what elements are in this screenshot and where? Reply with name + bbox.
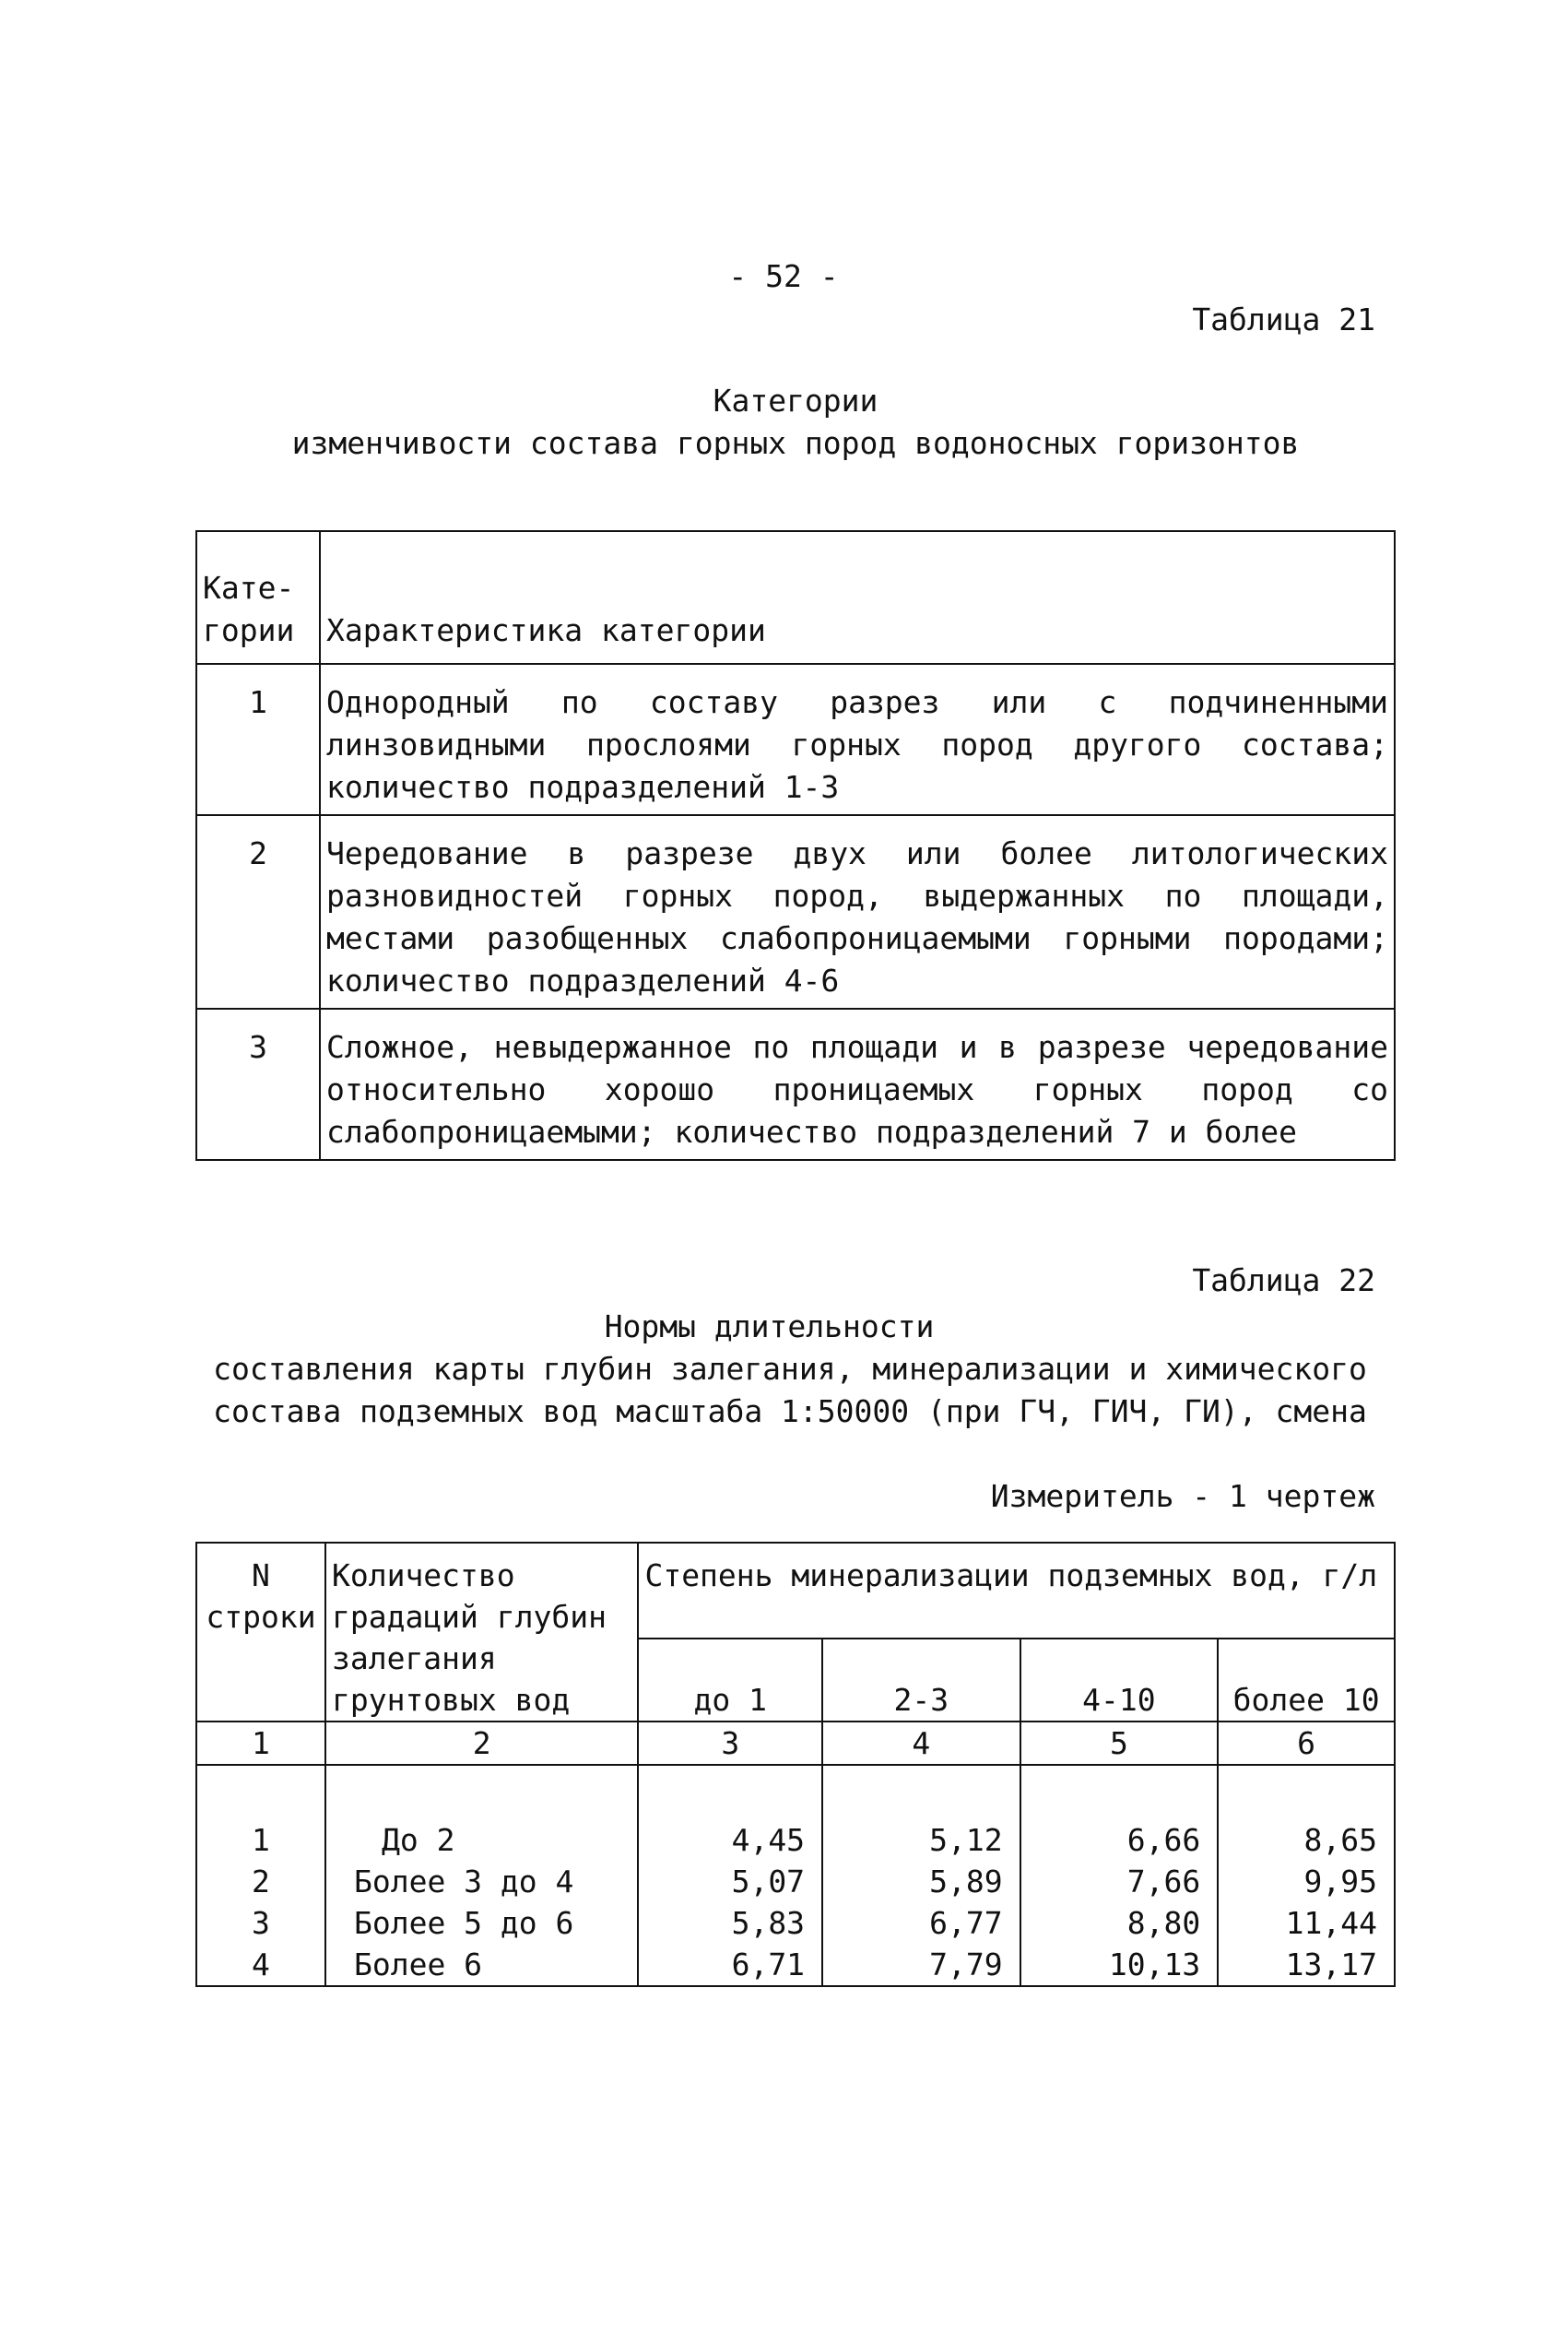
page-number: - 52 - [728,258,839,294]
table22-column-number: 2 [325,1722,638,1765]
table22-cell-value: 13,17 [1218,1944,1395,1986]
table-row [196,1861,1395,1902]
table22-column-number: 5 [1020,1722,1219,1765]
table22-header-qty: Количество градаций глубин залегания грунтовых вод [325,1543,638,1722]
table22-cell-value: 5,89 [822,1861,1020,1902]
table22-title-line2: составления карты глубин залегания, минерализации и химического [213,1351,1367,1387]
table21-cell-category: 1 [196,664,320,815]
table21-header-row [196,531,1395,664]
table21-title-line1: Категории [713,383,878,419]
table22-cell-qty: Более 6 [325,1944,638,1986]
table21-header-description: Характеристика категории [320,531,1395,664]
table22-header-degree: Степень минерализации подземных вод, г/л [638,1543,1395,1639]
table22-cell-value: 5,12 [822,1819,1020,1861]
table21-header-category [196,531,320,664]
table21-label: Таблица 21 [1192,302,1375,337]
table22-subheader: 4-10 [1020,1639,1219,1722]
table22-cell-qty: До 2 [325,1819,638,1861]
table21-title-line2: изменчивости состава горных пород водоносных горизонтов [291,425,1300,461]
table-row [196,1819,1395,1861]
table22-cell-value: 8,80 [1020,1902,1219,1944]
table-row [196,815,1395,1009]
table21-cell-category: 2 [196,815,320,1009]
table-row [196,1944,1395,1986]
table22-column-number: 3 [638,1722,822,1765]
table22-label: Таблица 22 [1192,1262,1375,1298]
table22-title-line3: состава подземных вод масштаба 1:50000 (при ГЧ, ГИЧ, ГИ), смена [213,1393,1367,1429]
table22-cell-value: 4,45 [638,1819,822,1861]
table22-cell-value: 11,44 [1218,1902,1395,1944]
table22-column-number: 4 [822,1722,1020,1765]
table22-cell-n: 3 [196,1902,325,1944]
table21-cell-description: Однородный по составу разрез или с подчиненными линзовидными прослоями горных пород другого состава; количество подразделений 1-3 [320,664,1395,815]
table22-cell-n: 4 [196,1944,325,1986]
table22-title-line1: Нормы длительности [604,1308,935,1344]
table22-cell-value: 10,13 [1020,1944,1219,1986]
table22-cell-value: 6,77 [822,1902,1020,1944]
table21-cell-description: Чередование в разрезе двух или более литологических разновидностей горных пород, выдержанных по площади, местами разобщенных слабопроницаемыми горными породами; количество подразделений 4-6 [320,815,1395,1009]
table22-column-numbers-row [196,1722,1395,1765]
table22-cell-qty: Более 3 до 4 [325,1861,638,1902]
table21-cell-category: 3 [196,1009,320,1160]
table-row [196,1902,1395,1944]
table22-subheader: 2-3 [822,1639,1020,1722]
table22-cell-n: 2 [196,1861,325,1902]
table22-column-number: 1 [196,1722,325,1765]
table-row [196,664,1395,815]
table22-unit: Измеритель - 1 чертеж [990,1478,1375,1514]
table22-cell-value: 7,79 [822,1944,1020,1986]
table22-column-number: 6 [1218,1722,1395,1765]
table21-header-category-line1: Кате- [203,570,295,606]
table22-header-n: N строки [196,1543,325,1722]
table21-cell-description: Сложное, невыдержанное по площади и в разрезе чередование относительно хорошо проницаемых горных пород со слабопроницаемыми; количество подразделений 7 и более [320,1009,1395,1160]
table22 [195,1542,1396,1987]
table21 [195,530,1396,1161]
table22-cell-value: 8,65 [1218,1819,1395,1861]
table22-subheader: более 10 [1218,1639,1395,1722]
table22-subheader: до 1 [638,1639,822,1722]
table22-cell-value: 6,66 [1020,1819,1219,1861]
table22-cell-n: 1 [196,1819,325,1861]
table-row [196,1009,1395,1160]
table22-cell-value: 5,83 [638,1902,822,1944]
table22-cell-value: 9,95 [1218,1861,1395,1902]
table22-cell-value: 6,71 [638,1944,822,1986]
table21-header-category-line2: гории [203,612,295,648]
table22-cell-value: 7,66 [1020,1861,1219,1902]
table22-cell-qty: Более 5 до 6 [325,1902,638,1944]
table22-cell-value: 5,07 [638,1861,822,1902]
